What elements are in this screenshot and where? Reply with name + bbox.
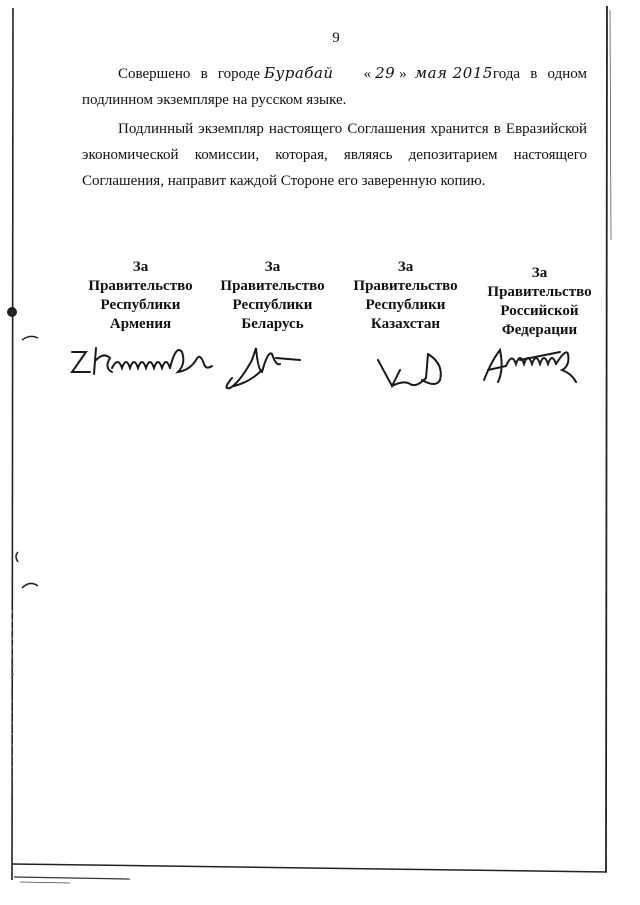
signatories-block — [78, 258, 598, 338]
signatory-line: Беларусь — [241, 316, 304, 332]
day-close-quote: » — [399, 66, 407, 82]
paragraph-concluded — [82, 60, 587, 113]
signatory-armenia — [78, 258, 203, 334]
punch-mark — [7, 307, 17, 317]
signatory-line: За — [132, 259, 149, 275]
signatory-line: Российской — [500, 303, 579, 319]
handwritten-day: 29 — [375, 64, 396, 82]
signature-russia — [484, 350, 576, 382]
signatory-line: Казахстан — [370, 316, 441, 332]
signatures — [0, 330, 640, 410]
signatory-line: За — [531, 265, 548, 281]
signature-belarus — [226, 348, 300, 388]
signatory-kazakhstan — [343, 258, 468, 334]
page-number: 9 — [332, 30, 340, 46]
depositary-text: Подлинный экземпляр настоящего Соглашения хранится в Евразийской экономической комиссии, которая, являясь депозитарием настоящего Соглашения, направит каждой Стороне его заверенную копию. — [82, 121, 587, 189]
handwritten-city: Бурабай — [264, 64, 334, 82]
signatory-line: Правительство — [220, 278, 325, 294]
text-before-city: Совершено в городе — [118, 66, 261, 82]
signatory-line: Правительство — [88, 278, 193, 294]
signatory-line: Армения — [109, 316, 172, 332]
day-open-quote: « — [363, 66, 372, 82]
signatory-belarus — [210, 258, 335, 334]
signatory-line: Правительство — [353, 278, 458, 294]
bottom-border — [12, 864, 607, 872]
signatory-line: Республики — [365, 297, 446, 313]
signatory-line: Республики — [100, 297, 181, 313]
signatory-line: За — [397, 259, 414, 275]
signatory-line: Федерации — [501, 322, 578, 338]
signature-armenia — [72, 348, 212, 374]
signatory-line: Правительство — [487, 284, 592, 300]
signatory-line: Республики — [232, 297, 313, 313]
left-border — [12, 8, 13, 880]
paragraph-depositary — [82, 116, 587, 194]
signatory-line: За — [264, 259, 281, 275]
signature-area — [0, 330, 640, 410]
right-border — [606, 6, 607, 872]
signatory-russia — [477, 264, 602, 340]
text-after-date: года в одном подлинном экземпляре на русском языке. — [82, 66, 587, 108]
handwritten-month-year: мая 2015 — [414, 64, 493, 82]
signature-kazakhstan — [378, 354, 441, 386]
